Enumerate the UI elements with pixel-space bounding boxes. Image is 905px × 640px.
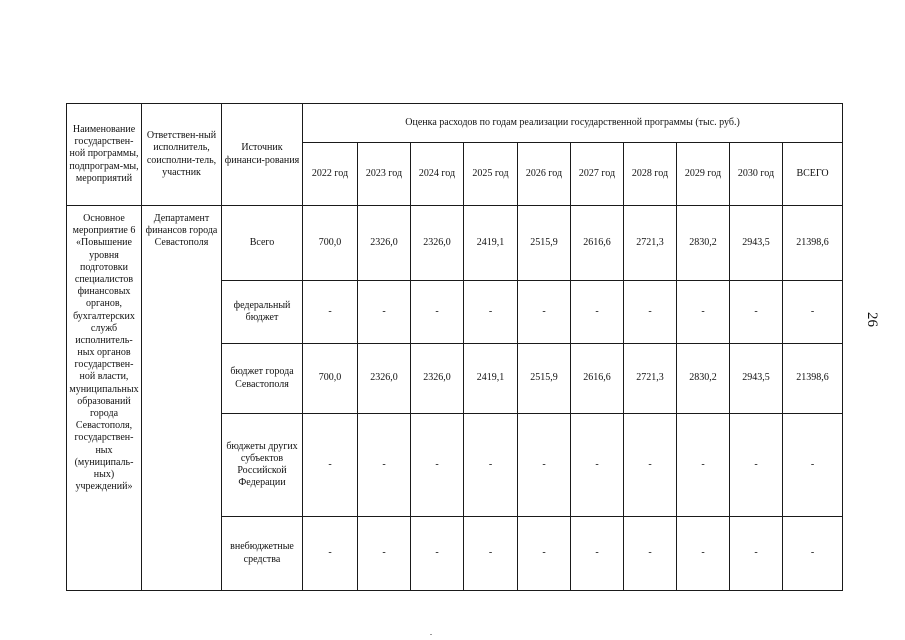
header-expense-estimate: Оценка расходов по годам реализации государственной программы (тыс. руб.) — [303, 104, 843, 143]
header-row-1 — [67, 104, 843, 143]
source-cell: Всего — [222, 206, 303, 281]
value-cell: - — [677, 281, 730, 344]
source-cell: бюджет города Севастополя — [222, 344, 303, 414]
header-year: 2022 год — [303, 143, 358, 206]
budget-table — [66, 103, 843, 591]
value-cell: - — [303, 517, 358, 591]
value-cell: 2830,2 — [677, 206, 730, 281]
header-year: 2028 год — [624, 143, 677, 206]
source-cell: внебюджетные средства — [222, 517, 303, 591]
activity-name: Основное мероприятие 6 «Повышение уровня подготовки специалистов финансовых органов, бухгалтерских служб исполнитель-ных органов государствен-ной власти, муниципальных образований города Севастополя, государствен-ных (муниципаль-ных) учреждений» — [67, 206, 142, 591]
activity-executor: Департамент финансов города Севастополя — [142, 206, 222, 591]
value-cell: 2943,5 — [730, 344, 783, 414]
value-cell: 2721,3 — [624, 206, 677, 281]
value-cell: 21398,6 — [783, 344, 843, 414]
value-cell: - — [730, 414, 783, 517]
header-program-name: Наименование государствен-ной программы, подпрограм-мы, мероприятий — [67, 104, 142, 206]
scan-speck — [430, 634, 432, 635]
value-cell: - — [303, 281, 358, 344]
header-year: 2025 год — [464, 143, 518, 206]
value-cell: - — [411, 517, 464, 591]
value-cell: 700,0 — [303, 344, 358, 414]
value-cell: - — [783, 517, 843, 591]
value-cell: - — [677, 517, 730, 591]
value-cell: 2721,3 — [624, 344, 677, 414]
value-cell: 2943,5 — [730, 206, 783, 281]
value-cell: - — [464, 517, 518, 591]
header-year: 2026 год — [518, 143, 571, 206]
value-cell: 2326,0 — [358, 344, 411, 414]
value-cell: 700,0 — [303, 206, 358, 281]
value-cell: 2616,6 — [571, 344, 624, 414]
value-cell: - — [518, 281, 571, 344]
value-cell: 2830,2 — [677, 344, 730, 414]
value-cell: - — [464, 414, 518, 517]
value-cell: - — [624, 414, 677, 517]
value-cell: 2515,9 — [518, 206, 571, 281]
value-cell: - — [783, 281, 843, 344]
source-cell: бюджеты других субъектов Российской Федерации — [222, 414, 303, 517]
header-year: 2023 год — [358, 143, 411, 206]
value-cell: - — [571, 281, 624, 344]
value-cell: - — [358, 414, 411, 517]
header-year: 2024 год — [411, 143, 464, 206]
header-year: 2027 год — [571, 143, 624, 206]
value-cell: 21398,6 — [783, 206, 843, 281]
value-cell: - — [411, 414, 464, 517]
page-number: 26 — [864, 312, 880, 327]
value-cell: - — [358, 517, 411, 591]
value-cell: - — [358, 281, 411, 344]
value-cell: - — [518, 414, 571, 517]
value-cell: - — [571, 517, 624, 591]
header-year: ВСЕГО — [783, 143, 843, 206]
header-year: 2029 год — [677, 143, 730, 206]
value-cell: - — [624, 281, 677, 344]
value-cell: 2419,1 — [464, 344, 518, 414]
value-cell: 2616,6 — [571, 206, 624, 281]
value-cell: 2326,0 — [411, 344, 464, 414]
value-cell: - — [571, 414, 624, 517]
header-funding-source: Источник финанси-рования — [222, 104, 303, 206]
source-cell: федеральный бюджет — [222, 281, 303, 344]
value-cell: 2326,0 — [411, 206, 464, 281]
value-cell: - — [730, 281, 783, 344]
table-row — [67, 206, 843, 281]
value-cell: - — [518, 517, 571, 591]
value-cell: - — [411, 281, 464, 344]
value-cell: 2419,1 — [464, 206, 518, 281]
header-executor: Ответствен-ный исполнитель, соисполни-тель, участник — [142, 104, 222, 206]
header-year: 2030 год — [730, 143, 783, 206]
value-cell: - — [303, 414, 358, 517]
value-cell: - — [677, 414, 730, 517]
value-cell: 2515,9 — [518, 344, 571, 414]
value-cell: - — [783, 414, 843, 517]
value-cell: - — [464, 281, 518, 344]
value-cell: - — [730, 517, 783, 591]
value-cell: 2326,0 — [358, 206, 411, 281]
value-cell: - — [624, 517, 677, 591]
